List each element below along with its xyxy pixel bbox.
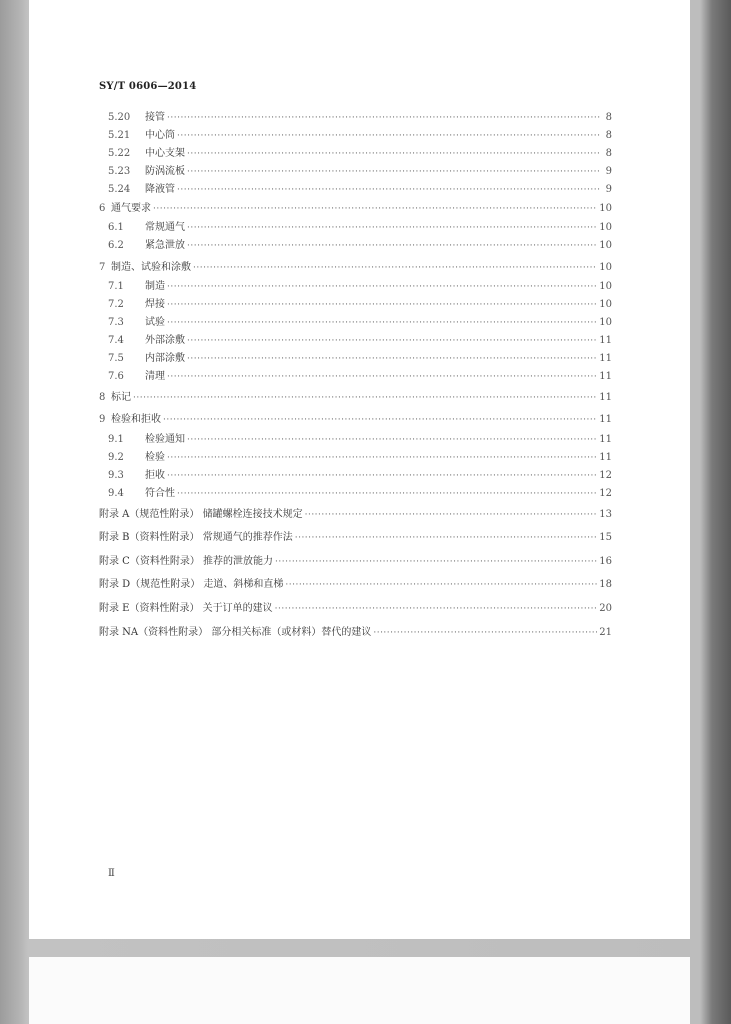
toc-entry-title: 检验通知: [145, 434, 185, 445]
toc-entry-number: 9.1: [108, 434, 124, 445]
toc-leader-dots: [177, 184, 600, 196]
toc-entry-page: 10: [599, 317, 612, 328]
toc-entry-7-2[interactable]: [108, 299, 612, 311]
toc-entry-9-3[interactable]: [108, 470, 612, 482]
toc-entry-page: 10: [599, 281, 612, 292]
toc-entry-number: 9: [99, 414, 106, 425]
toc-entry-page: 8: [605, 112, 612, 123]
toc-entry-number: 5.23: [108, 166, 131, 177]
toc-entry-page: 11: [599, 392, 612, 403]
toc-entry-number: 7.5: [108, 353, 124, 364]
toc-entry-appendix-d[interactable]: [99, 579, 612, 591]
standard-code-header: SY/T 0606—2014: [99, 81, 197, 92]
toc-leader-dots: [167, 299, 597, 311]
toc-entry-page: 8: [605, 148, 612, 159]
toc-entry-title: 清理: [145, 371, 165, 382]
toc-entry-title: 附录 B（资料性附录） 常规通气的推荐作法: [99, 532, 293, 543]
toc-entry-page: 9: [605, 184, 612, 195]
toc-entry-title: 降液管: [145, 184, 175, 195]
toc-entry-title: 制造、试验和涂敷: [111, 262, 191, 273]
toc-entry-title: 防涡流板: [145, 166, 185, 177]
toc-entry-page: 10: [599, 240, 612, 251]
toc-entry-page: 21: [599, 627, 612, 638]
toc-leader-dots: [275, 556, 597, 568]
toc-entry-page: 10: [599, 299, 612, 310]
toc-entry-title: 附录 NA（资料性附录） 部分相关标准（或材料）替代的建议: [99, 627, 372, 638]
toc-entry-page: 8: [605, 130, 612, 141]
toc-leader-dots: [187, 240, 597, 252]
toc-entry-title: 紧急泄放: [145, 240, 185, 251]
next-page-edge: [29, 957, 690, 1024]
toc-entry-appendix-c[interactable]: [99, 556, 612, 568]
toc-leader-dots: [305, 509, 598, 521]
toc-entry-page: 10: [599, 222, 612, 233]
toc-entry-number: 9.2: [108, 452, 124, 463]
toc-entry-7-6[interactable]: [108, 371, 612, 383]
toc-entry-appendix-na[interactable]: [99, 627, 612, 639]
toc-entry-5-20[interactable]: [108, 112, 612, 124]
toc-entry-number: 7.2: [108, 299, 124, 310]
toc-leader-dots: [177, 488, 597, 500]
toc-leader-dots: [187, 353, 597, 365]
toc-entry-title: 附录 C（资料性附录） 推荐的泄放能力: [99, 556, 274, 567]
toc-entry-title: 检验: [145, 452, 165, 463]
toc-entry-title: 符合性: [145, 488, 175, 499]
toc-entry-6[interactable]: [99, 203, 612, 215]
toc-entry-title: 内部涂敷: [145, 353, 185, 364]
toc-entry-page: 12: [599, 488, 612, 499]
page-number-footer: Ⅱ: [108, 868, 115, 879]
toc-entry-title: 附录 E（资料性附录） 关于订单的建议: [99, 603, 273, 614]
toc-leader-dots: [275, 603, 598, 615]
toc-leader-dots: [167, 452, 597, 464]
toc-leader-dots: [187, 222, 597, 234]
toc-leader-dots: [133, 392, 597, 404]
toc-entry-7-3[interactable]: [108, 317, 612, 329]
toc-entry-number: 7.6: [108, 371, 124, 382]
toc-entry-number: 6.2: [108, 240, 124, 251]
toc-entry-number: 5.21: [108, 130, 131, 141]
toc-leader-dots: [285, 579, 597, 591]
toc-entry-7-4[interactable]: [108, 335, 612, 347]
toc-leader-dots: [187, 434, 597, 446]
toc-entry-page: 18: [599, 579, 612, 590]
toc-entry-number: 5.24: [108, 184, 131, 195]
toc-leader-dots: [167, 112, 600, 124]
toc-leader-dots: [295, 532, 598, 544]
toc-entry-page: 9: [605, 166, 612, 177]
toc-leader-dots: [153, 203, 597, 215]
toc-entry-number: 7.1: [108, 281, 124, 292]
toc-entry-number: 9.3: [108, 470, 124, 481]
toc-entry-number: 9.4: [108, 488, 124, 499]
toc-leader-dots: [187, 335, 597, 347]
toc-entry-9-2[interactable]: [108, 452, 612, 464]
toc-entry-page: 11: [599, 452, 612, 463]
toc-entry-page: 10: [599, 262, 612, 273]
toc-entry-5-23[interactable]: [108, 166, 612, 178]
toc-entry-page: 11: [599, 371, 612, 382]
toc-leader-dots: [373, 627, 597, 639]
toc-entry-page: 12: [599, 470, 612, 481]
toc-entry-number: 7: [99, 262, 106, 273]
toc-entry-number: 7.4: [108, 335, 124, 346]
document-page: [29, 0, 690, 939]
toc-entry-9-4[interactable]: [108, 488, 612, 500]
toc-entry-title: 附录 A（规范性附录） 储罐螺栓连接技术规定: [99, 509, 303, 520]
toc-entry-appendix-e[interactable]: [99, 603, 612, 615]
toc-entry-appendix-a[interactable]: [99, 509, 612, 521]
toc-entry-number: 6: [99, 203, 106, 214]
toc-entry-number: 6.1: [108, 222, 124, 233]
toc-entry-page: 10: [599, 203, 612, 214]
toc-entry-5-24[interactable]: [108, 184, 612, 196]
toc-leader-dots: [163, 414, 597, 426]
toc-leader-dots: [187, 148, 600, 160]
toc-entry-page: 15: [599, 532, 612, 543]
toc-entry-number: 5.22: [108, 148, 131, 159]
toc-entry-title: 检验和拒收: [111, 414, 161, 425]
toc-entry-title: 外部涂敷: [145, 335, 185, 346]
toc-leader-dots: [187, 166, 600, 178]
toc-entry-title: 常规通气: [145, 222, 185, 233]
toc-entry-title: 附录 D（规范性附录） 走道、斜梯和直梯: [99, 579, 284, 590]
toc-entry-title: 拒收: [145, 470, 165, 481]
toc-entry-title: 试验: [145, 317, 165, 328]
toc-entry-appendix-b[interactable]: [99, 532, 612, 544]
toc-entry-page: 11: [599, 434, 612, 445]
toc-leader-dots: [177, 130, 600, 142]
toc-entry-page: 11: [599, 335, 612, 346]
toc-entry-6-2[interactable]: [108, 240, 612, 252]
toc-leader-dots: [193, 262, 597, 274]
toc-leader-dots: [167, 470, 597, 482]
toc-entry-6-1[interactable]: [108, 222, 612, 234]
toc-entry-number: 5.20: [108, 112, 131, 123]
toc-entry-9[interactable]: [99, 414, 612, 426]
toc-entry-title: 焊接: [145, 299, 165, 310]
toc-entry-title: 接管: [145, 112, 165, 123]
toc-entry-8[interactable]: [99, 392, 612, 404]
toc-entry-5-21[interactable]: [108, 130, 612, 142]
toc-entry-title: 中心筒: [145, 130, 175, 141]
toc-entry-number: 7.3: [108, 317, 124, 328]
toc-entry-page: 16: [599, 556, 612, 567]
toc-entry-7[interactable]: [99, 262, 612, 274]
toc-entry-title: 标记: [111, 392, 131, 403]
toc-entry-9-1[interactable]: [108, 434, 612, 446]
toc-entry-page: 11: [599, 353, 612, 364]
toc-entry-5-22[interactable]: [108, 148, 612, 160]
toc-leader-dots: [167, 317, 597, 329]
toc-entry-title: 制造: [145, 281, 165, 292]
toc-entry-page: 13: [599, 509, 612, 520]
toc-leader-dots: [167, 371, 597, 383]
toc-entry-7-5[interactable]: [108, 353, 612, 365]
toc-leader-dots: [167, 281, 597, 293]
toc-entry-page: 11: [599, 414, 612, 425]
toc-entry-page: 20: [599, 603, 612, 614]
toc-entry-7-1[interactable]: [108, 281, 612, 293]
toc-entry-title: 通气要求: [111, 203, 151, 214]
toc-entry-title: 中心支架: [145, 148, 185, 159]
toc-entry-number: 8: [99, 392, 106, 403]
